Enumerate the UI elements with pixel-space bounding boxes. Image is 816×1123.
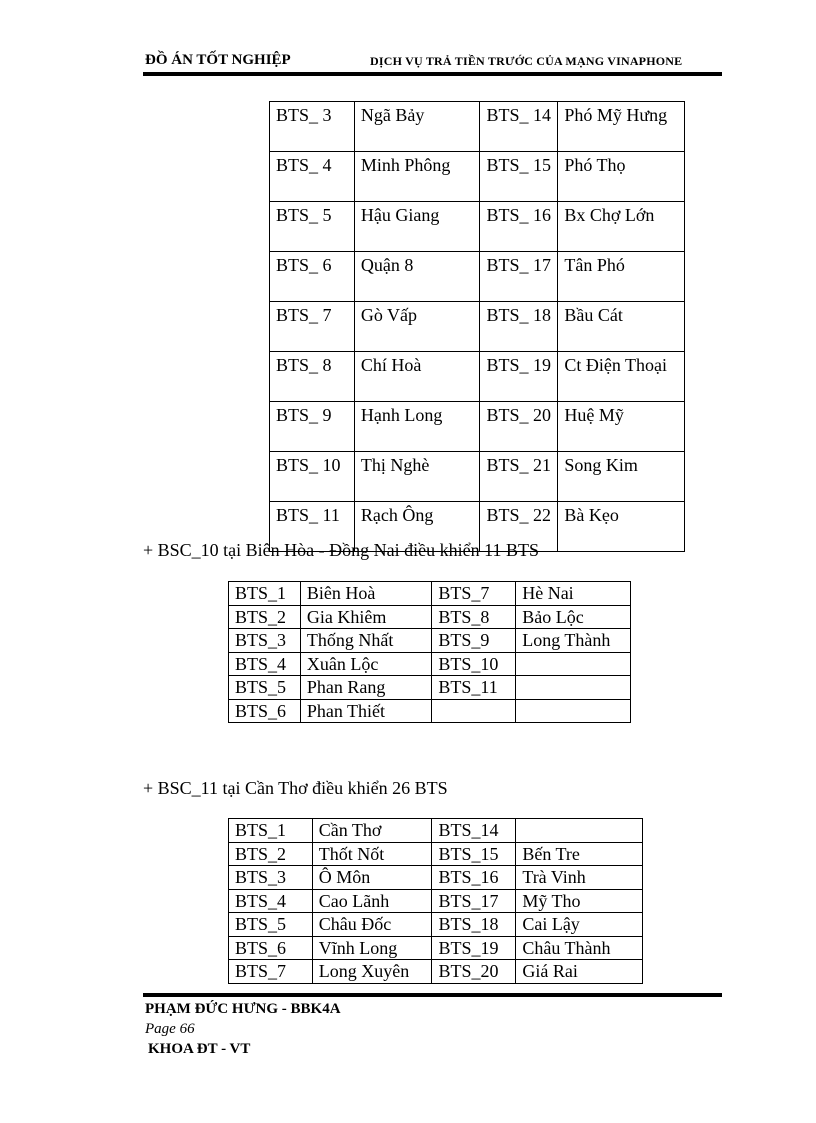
table-cell: BTS_3 (229, 866, 313, 890)
table-cell: Vĩnh Long (312, 936, 432, 960)
table-cell: BTS_4 (229, 889, 313, 913)
table-row (229, 629, 631, 653)
table-cell: BTS_15 (432, 842, 516, 866)
table-cell: BTS_14 (432, 819, 516, 843)
table-cell: Cai Lậy (516, 913, 643, 937)
table-cell: BTS_ 19 (480, 352, 558, 402)
table-cell: Bảo Lộc (516, 605, 631, 629)
table-cell: BTS_18 (432, 913, 516, 937)
table-cell (432, 699, 516, 723)
table-cell: Bầu Cát (558, 302, 685, 352)
table-cell: BTS_16 (432, 866, 516, 890)
table-cell: Gia Khiêm (300, 605, 432, 629)
table-cell: BTS_20 (432, 960, 516, 984)
table-cell: Minh Phông (354, 152, 480, 202)
bts-table-cantho (228, 818, 643, 984)
table-cell: BTS_ 15 (480, 152, 558, 202)
table-cell: BTS_2 (229, 605, 301, 629)
table-cell: Ct Điện Thoại (558, 352, 685, 402)
table-cell: BTS_ 6 (270, 252, 355, 302)
footer-rule (143, 993, 722, 997)
table-row (270, 452, 685, 502)
table-cell: BTS_10 (432, 652, 516, 676)
table-cell: BTS_ 21 (480, 452, 558, 502)
table-cell: BTS_9 (432, 629, 516, 653)
table-cell: BTS_ 10 (270, 452, 355, 502)
table-row (270, 152, 685, 202)
table-cell: Cần Thơ (312, 819, 432, 843)
table-cell: BTS_ 18 (480, 302, 558, 352)
table-cell: Long Thành (516, 629, 631, 653)
table-cell: Ô Môn (312, 866, 432, 890)
table-row (229, 866, 643, 890)
table-cell: BTS_ 5 (270, 202, 355, 252)
table-cell: Phan Rang (300, 676, 432, 700)
table-row (270, 202, 685, 252)
table-cell: Châu Thành (516, 936, 643, 960)
table-cell: BTS_ 8 (270, 352, 355, 402)
table-row (229, 960, 643, 984)
footer-author: PHẠM ĐỨC HƯNG - BBK4A (145, 1001, 341, 1017)
table-row (229, 699, 631, 723)
table-cell: Mỹ Tho (516, 889, 643, 913)
table-cell: BTS_ 22 (480, 502, 558, 552)
table-cell: BTS_1 (229, 819, 313, 843)
table-cell: Tân Phó (558, 252, 685, 302)
page-header-title: ĐỒ ÁN TỐT NGHIỆP (145, 52, 291, 68)
table-row (229, 676, 631, 700)
table-cell: BTS_1 (229, 582, 301, 606)
bsc11-caption: + BSC_11 tại Cần Thơ điều khiển 26 BTS (143, 778, 448, 798)
table-row (229, 605, 631, 629)
table-cell: BTS_ 3 (270, 102, 355, 152)
table-cell: Bến Tre (516, 842, 643, 866)
table-cell: Quận 8 (354, 252, 480, 302)
table-cell: BTS_6 (229, 936, 313, 960)
table-cell: BTS_ 16 (480, 202, 558, 252)
table-cell: BTS_17 (432, 889, 516, 913)
table-cell: Trà Vinh (516, 866, 643, 890)
table-row (229, 819, 643, 843)
table-cell: BTS_ 7 (270, 302, 355, 352)
table-cell: BTS_19 (432, 936, 516, 960)
table-cell: Song Kim (558, 452, 685, 502)
table-cell: Huệ Mỹ (558, 402, 685, 452)
footer-page: Page 66 (145, 1021, 195, 1037)
table-cell (516, 676, 631, 700)
table-row (229, 582, 631, 606)
table-cell: Bx Chợ Lớn (558, 202, 685, 252)
table-cell: BTS_7 (229, 960, 313, 984)
table-cell: BTS_ 11 (270, 502, 355, 552)
table-row (270, 102, 685, 152)
table-cell: Phan Thiết (300, 699, 432, 723)
table-cell: BTS_6 (229, 699, 301, 723)
table-row (229, 913, 643, 937)
table-cell: BTS_7 (432, 582, 516, 606)
bts-table-hcm (269, 101, 685, 552)
table-row (270, 402, 685, 452)
header-rule (143, 72, 722, 76)
table-cell: Hè Nai (516, 582, 631, 606)
table-cell: BTS_4 (229, 652, 301, 676)
table-cell: Xuân Lộc (300, 652, 432, 676)
table-cell: BTS_ 4 (270, 152, 355, 202)
table-cell: Cao Lãnh (312, 889, 432, 913)
table-cell: Phó Mỹ Hưng (558, 102, 685, 152)
table-cell: Phó Thọ (558, 152, 685, 202)
table-row (270, 252, 685, 302)
table-row (270, 302, 685, 352)
table-cell: Giá Rai (516, 960, 643, 984)
footer-dept: KHOA ĐT - VT (148, 1041, 251, 1057)
table-cell: BTS_2 (229, 842, 313, 866)
table-cell: BTS_ 9 (270, 402, 355, 452)
table-cell: Châu Đốc (312, 913, 432, 937)
bts-table-bienhoa (228, 581, 631, 723)
table-cell: Thống Nhất (300, 629, 432, 653)
table-row (229, 936, 643, 960)
table-cell: BTS_ 14 (480, 102, 558, 152)
table-row (229, 842, 643, 866)
table-cell: BTS_11 (432, 676, 516, 700)
table-cell: Hậu Giang (354, 202, 480, 252)
table-cell: Rạch Ông (354, 502, 480, 552)
table-cell: BTS_5 (229, 676, 301, 700)
table-cell: Hạnh Long (354, 402, 480, 452)
bsc10-caption: + BSC_10 tại Biên Hòa - Đồng Nai điều khiển 11 BTS (143, 540, 539, 560)
table-row (270, 352, 685, 402)
table-row (229, 652, 631, 676)
table-cell: BTS_ 20 (480, 402, 558, 452)
table-cell: Thốt Nốt (312, 842, 432, 866)
table-cell: BTS_ 17 (480, 252, 558, 302)
table-cell (516, 652, 631, 676)
table-cell (516, 819, 643, 843)
table-cell: BTS_3 (229, 629, 301, 653)
table-cell: Chí Hoà (354, 352, 480, 402)
table-cell: Bà Kẹo (558, 502, 685, 552)
table-cell: BTS_5 (229, 913, 313, 937)
table-row (229, 889, 643, 913)
page-header-subtitle: DỊCH VỤ TRẢ TIỀN TRƯỚC CỦA MẠNG VINAPHONE (370, 54, 683, 68)
table-cell: Ngã Bảy (354, 102, 480, 152)
table-cell (516, 699, 631, 723)
table-cell: Long Xuyên (312, 960, 432, 984)
table-cell: Gò Vấp (354, 302, 480, 352)
table-cell: Thị Nghè (354, 452, 480, 502)
table-cell: Biên Hoà (300, 582, 432, 606)
table-cell: BTS_8 (432, 605, 516, 629)
